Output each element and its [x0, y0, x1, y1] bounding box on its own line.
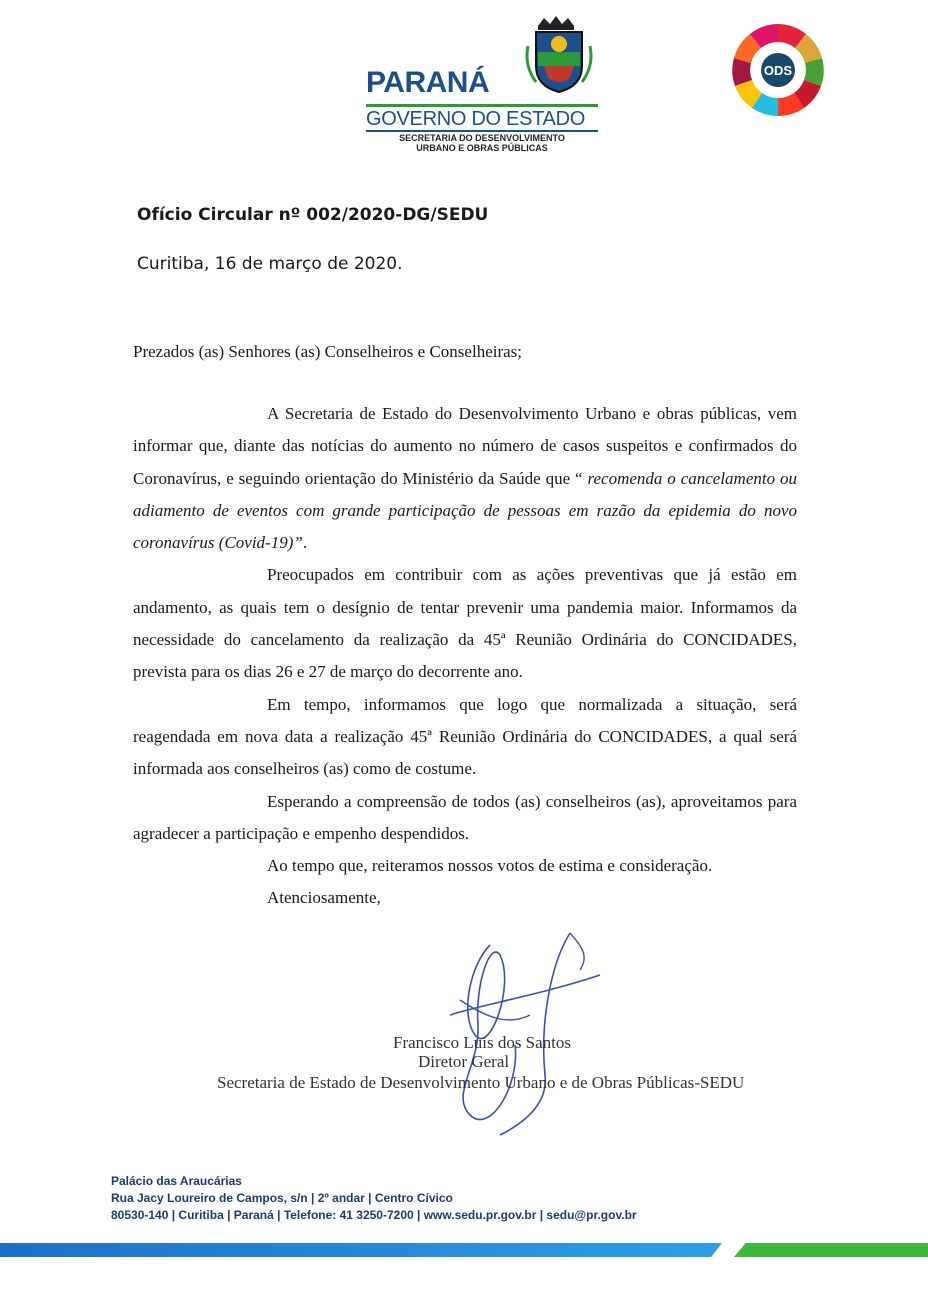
closing-sincerely: Atenciosamente,: [267, 888, 381, 907]
paragraph-1-end: .: [302, 533, 308, 553]
signatory-organization: Secretaria de Estado de Desenvolvimento Urbano e de Obras Públicas-SEDU: [217, 1073, 745, 1092]
ods-label: ODS: [763, 63, 793, 78]
footer-line-2: Rua Jacy Loureiro de Campos, s/n | 2º andar | Centro Cívico: [111, 1191, 453, 1205]
logo-wordmark: PARANÁ: [366, 66, 490, 99]
document-title: Ofício Circular nº 002/2020-DG/SEDU: [137, 205, 489, 225]
parana-crest-icon: [524, 16, 594, 94]
paragraph-3: Em tempo, informamos que logo que normalizada a situação, será reagendada em nova data a realização 45ª Reunião Ordinária do CONCIDADES, a qual será informada aos conselheiros (as) como de costume.: [133, 694, 797, 779]
closing-regards: Ao tempo que, reiteramos nossos votos de estima e consideração.: [267, 856, 713, 875]
logo-department: [366, 133, 598, 153]
logo-subtitle: GOVERNO DO ESTADO: [366, 108, 586, 130]
salutation: Prezados (as) Senhores (as) Conselheiros e Conselheiras;: [133, 342, 523, 361]
ods-wheel-icon: [728, 20, 828, 120]
footer-line-1: Palácio das Araucárias: [111, 1174, 242, 1188]
paragraph-4: Esperando a compreensão de todos (as) conselheiros (as), aproveitamos para agradecer a participação e empenho despendidos.: [133, 791, 797, 843]
signatory-role: Diretor Geral: [418, 1052, 510, 1071]
logo-green-rule: [366, 104, 598, 107]
footer-stripe-green: [734, 1243, 928, 1257]
document-date: Curitiba, 16 de março de 2020.: [137, 254, 403, 274]
paragraph-1: [133, 398, 797, 559]
footer-address: [111, 1173, 637, 1224]
paragraph-1-text: A Secretaria de Estado do Desenvolvimento Urbano e obras públicas, vem informar que, diante das notícias do aumento no número de casos suspeitos e confirmados do Coronavírus, e seguindo orientação do Ministério da Saúde que “: [133, 404, 797, 488]
footer-stripe-blue: [0, 1243, 722, 1257]
parana-government-logo: [364, 16, 604, 166]
signatory-name: Francisco Luis dos Santos: [393, 1033, 572, 1052]
paragraph-1-quote: recomenda o cancelamento ou adiamento de eventos com grande participação de pessoas em razão da epidemia do novo coronavírus (Covid-19)”: [133, 468, 797, 553]
logo-department-line-1: SECRETARIA DO DESENVOLVIMENTO: [399, 133, 565, 143]
footer-line-3: 80530-140 | Curitiba | Paraná | Telefone: 41 3250-7200 | www.sedu.pr.gov.br | sedu@pr.gov.br: [111, 1208, 637, 1222]
logo-blue-rule: [366, 130, 598, 132]
logo-department-line-2: URBANO E OBRAS PÚBLICAS: [416, 143, 548, 153]
paragraph-2: Preocupados em contribuir com as ações preventivas que já estão em andamento, as quais tem o desígnio de tentar prevenir uma pandemia maior. Informamos da necessidade do cancelamento da realização da 45ª Reunião Ordinária do CONCIDADES, prevista para os dias 26 e 27 de março do decorrente ano.: [133, 565, 797, 682]
document-body: [133, 398, 797, 850]
